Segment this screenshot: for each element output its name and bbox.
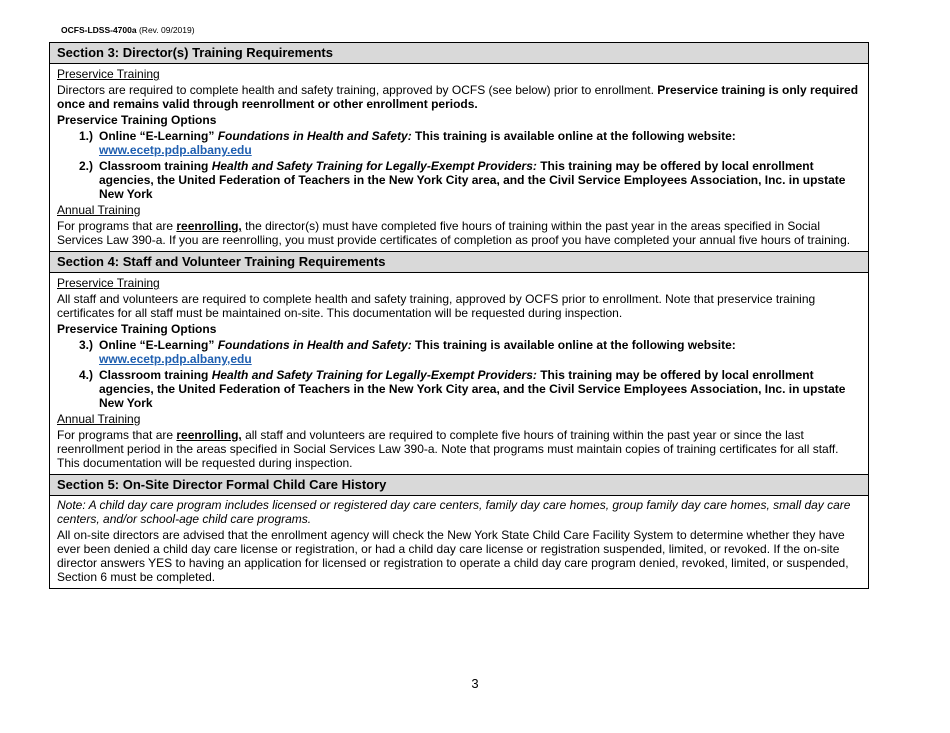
option-course-name: Health and Safety Training for Legally-Exempt Providers: — [211, 159, 537, 173]
section4-annual-emphasis: reenrolling, — [176, 428, 242, 442]
option-course-name: Health and Safety Training for Legally-Exempt Providers: — [211, 368, 537, 382]
section3-preservice-label: Preservice Training — [57, 67, 160, 81]
section4-preservice-label: Preservice Training — [57, 276, 160, 290]
option-number: 1.) — [79, 129, 94, 143]
section5-title: Section 5: On-Site Director Formal Child Care History — [50, 474, 868, 496]
section3-preservice-bold: Preservice training is only required once and remains valid through reenrollment or other enrollment periods. — [57, 83, 859, 111]
section3-annual-pre: For programs that are — [57, 219, 177, 233]
option-item — [57, 159, 861, 201]
option-lead: Online “E-Learning” — [99, 129, 218, 143]
section4-annual-pre: For programs that are — [57, 428, 177, 442]
section4-annual-post: all staff and volunteers are required to complete five hours of training within the past year or since the last reenrollment period in the areas specified in Social Services Law 390-a. Note that programs must maintain copies of training certificates for all staff. This documentation will be requested during inspection. — [57, 428, 839, 470]
option-item — [57, 129, 861, 157]
option-lead: Online “E-Learning” — [99, 338, 218, 352]
option-number: 3.) — [79, 338, 94, 352]
section5-text: All on-site directors are advised that the enrollment agency will check the New York State Child Care Facility System to determine whether they have ever been denied a child day care license or registration, or had a child day care license or registration suspended, limited, or revoked. If the on-site director answers YES to having an application for licensed or registration to operate a child day care program denied, revoked, limited, or suspended, Section 6 must be completed. — [57, 528, 849, 584]
section4-title: Section 4: Staff and Volunteer Training Requirements — [50, 251, 868, 273]
section3-annual-label: Annual Training — [57, 203, 141, 217]
option-item — [57, 338, 861, 366]
option-course-name: Foundations in Health and Safety: — [217, 338, 412, 352]
section3-title: Section 3: Director(s) Training Requirements — [50, 43, 868, 64]
section3-annual-text — [57, 219, 861, 247]
option-description: This training may be offered by local enrollment agencies, the United Federation of Teachers in the New York City area, and the Civil Service Employees Association, Inc. in upstate New York — [99, 159, 846, 201]
section3-preservice-text — [57, 83, 861, 111]
section4-annual-text — [57, 428, 861, 470]
section4-body — [50, 273, 868, 474]
page-number: 3 — [471, 676, 479, 691]
training-website-link[interactable]: www.ecetp.pdp.albany,edu — [99, 352, 252, 366]
section4-options-list — [57, 338, 861, 410]
training-website-link[interactable]: www.ecetp.pdp.albany.edu — [99, 143, 252, 157]
form-code: OCFS-LDSS-4700a — [61, 25, 137, 35]
section3-body — [50, 64, 868, 251]
form-frame — [49, 42, 869, 589]
section3-annual-emphasis: reenrolling, — [176, 219, 242, 233]
option-course-name: Foundations in Health and Safety: — [217, 129, 412, 143]
option-lead: Classroom training — [99, 159, 212, 173]
section3-preservice-plain: Directors are required to complete health and safety training, approved by OCFS (see below) prior to enrollment. — [57, 83, 658, 97]
section4-options-label: Preservice Training Options — [57, 322, 217, 336]
form-revision: (Rev. 09/2019) — [138, 25, 195, 35]
section3-options-list — [57, 129, 861, 201]
section3-annual-post: the director(s) must have completed five hours of training within the past year in the areas specified in Social Services Law 390-a. If you are reenrolling, you must provide certificates of completion as proof you have completed your annual five hours of training. — [57, 219, 851, 247]
form-identifier — [61, 25, 195, 35]
section4-annual-label: Annual Training — [57, 412, 141, 426]
option-lead: Classroom training — [99, 368, 212, 382]
section4-preservice-text: All staff and volunteers are required to complete health and safety training, approved by OCFS prior to enrollment. Note that preservice training certificates for all staff must be maintained on-site. This documentation will be requested during inspection. — [57, 292, 816, 320]
option-number: 4.) — [79, 368, 94, 382]
option-description: This training may be offered by local enrollment agencies, the United Federation of Teachers in the New York City area, and the Civil Service Employees Association, Inc. in upstate New York — [99, 368, 846, 410]
section3-options-label: Preservice Training Options — [57, 113, 217, 127]
option-description: This training is available online at the following website: — [411, 338, 736, 352]
option-item — [57, 368, 861, 410]
section5-note: Note: A child day care program includes licensed or registered day care centers, family day care homes, group family day care homes, small day care centers, and/or school-age child care programs. — [57, 498, 851, 526]
section5-body — [50, 496, 868, 588]
option-description: This training is available online at the following website: — [411, 129, 736, 143]
option-number: 2.) — [79, 159, 94, 173]
